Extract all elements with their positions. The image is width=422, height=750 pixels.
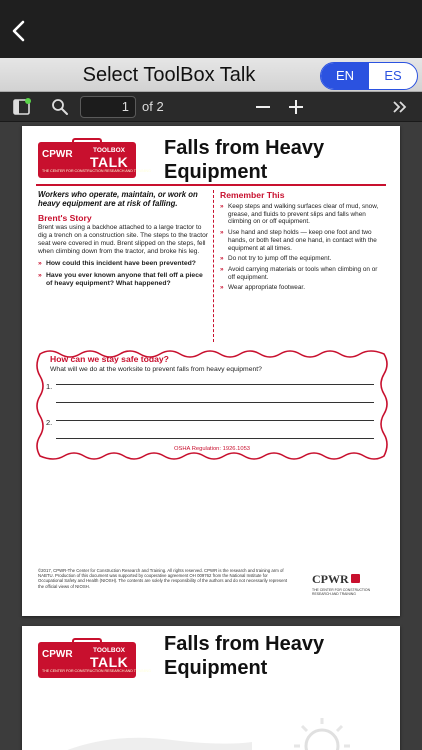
answer-line [56, 438, 374, 439]
tip-item: » Avoid carrying materials or tools when climbing on or off equipment. [220, 266, 386, 281]
illustration [52, 712, 370, 750]
language-toggle[interactable] [320, 62, 418, 90]
navigation-bar [0, 0, 422, 58]
answer-line [56, 384, 374, 385]
logo-brand: CPWR [42, 149, 73, 160]
language-es-button[interactable]: ES [384, 68, 402, 83]
logo-toolbox: TOOLBOX [93, 147, 126, 154]
story-heading: Brent's Story [38, 212, 92, 223]
document-viewer[interactable] [0, 122, 422, 750]
page-count-label: of 2 [142, 99, 164, 114]
double-chevron-right-icon[interactable] [390, 97, 410, 117]
sidebar-toggle-icon[interactable] [12, 97, 32, 117]
title-bar [0, 58, 422, 92]
search-icon[interactable] [50, 97, 70, 117]
logo-tagline: THE CENTER FOR CONSTRUCTION RESEARCH AND TRAINING [42, 169, 151, 173]
remember-heading: Remember This [220, 190, 285, 200]
answer-number: 1. [46, 382, 53, 391]
tip-item: » Wear appropriate footwear. [220, 284, 386, 292]
logo-talk: TALK [90, 654, 129, 670]
title-divider [36, 184, 386, 186]
logo-brand: CPWR [42, 649, 73, 660]
copyright-text: ©2017, CPWR-The Center for Construction Research and Training. All rights reserved. CPWR is the research and training arm of NABTU. Production of this document was supported by cooperative agreement OH 009762 from the National Institute for Occupational Safety and Health (NIOSH). The contents are solely the responsibility of the authors and do not necessarily represent the official views of NIOSH. [38, 568, 288, 589]
tip-item: » Keep steps and walking surfaces clear of mud, snow, grease, and fluids to prevent slips and falls when climbing on or off equipment. [220, 203, 386, 226]
language-en-button[interactable]: EN [321, 63, 369, 89]
question-item: » How could this incident have been prevented? [38, 260, 210, 268]
answer-number: 2. [46, 418, 53, 427]
tip-item: » Use hand and step holds — keep one foot and two hands, or both feet and one hand, in contact with the equipment at all times. [220, 229, 386, 252]
page-number-input[interactable]: 1 [80, 96, 136, 118]
logo-toolbox: TOOLBOX [93, 647, 126, 654]
page-title: Select ToolBox Talk [82, 64, 256, 86]
intro-text: Workers who operate, maintain, or work on heavy equipment are at risk of falling. [38, 190, 198, 209]
tip-item: » Do not try to jump off the equipment. [220, 255, 386, 263]
safety-box [34, 348, 390, 462]
right-column [220, 190, 386, 292]
toolbox-talk-logo [38, 138, 151, 178]
left-column [38, 190, 210, 288]
answer-line [56, 402, 374, 403]
story-text: Brent was using a backhoe attached to a large tractor to dig a trench on a construction site. The steps to the tractor seat were covered in mud. Brent slipped on the steps, fell when climbing down from the tractor, and broke his leg. [38, 223, 208, 255]
document-title: Falls from Heavy Equipment [164, 137, 325, 183]
zoom-out-icon[interactable] [254, 97, 272, 117]
toolbox-talk-logo [38, 638, 151, 678]
answer-line [56, 420, 374, 421]
document-title: Falls from Heavy Equipment [164, 633, 325, 679]
back-button[interactable] [8, 18, 30, 44]
logo-talk: TALK [90, 154, 129, 170]
zoom-in-icon[interactable] [287, 97, 305, 117]
safe-question: What will we do at the worksite to prevent falls from heavy equipment? [50, 366, 262, 373]
question-item: » Have you ever known anyone that fell off a piece of heavy equipment? What happened? [38, 272, 210, 288]
pdf-toolbar [0, 92, 422, 122]
column-divider [213, 190, 214, 342]
pdf-page-2 [22, 626, 400, 750]
cpwr-logo: CPWR THE CENTER FOR CONSTRUCTION RESEARCH AND TRAINING [312, 572, 371, 596]
logo-tagline: THE CENTER FOR CONSTRUCTION RESEARCH AND TRAINING [42, 669, 151, 673]
pdf-page-1 [22, 126, 400, 616]
osha-regulation: OSHA Regulation: 1926.1053 [173, 446, 251, 452]
chevron-left-icon [8, 18, 30, 44]
safe-heading: How can we stay safe today? [50, 354, 169, 364]
